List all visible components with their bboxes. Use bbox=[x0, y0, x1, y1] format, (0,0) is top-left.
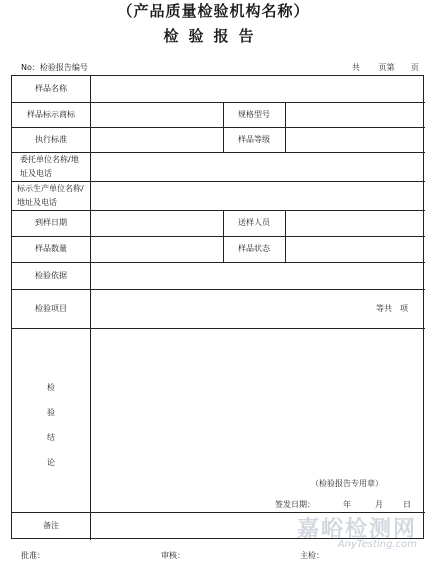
spec-model-label: 规格型号 bbox=[238, 109, 270, 119]
report-form bbox=[11, 75, 424, 539]
standard-label: 执行标准 bbox=[35, 134, 67, 144]
col-divider bbox=[285, 210, 286, 236]
sample-name-label: 样品名称 bbox=[35, 84, 67, 93]
conclusion-char: 结 bbox=[47, 433, 55, 442]
basis-label: 检验依据 bbox=[35, 270, 67, 280]
day-label: 日 bbox=[403, 500, 411, 509]
conclusion-char: 论 bbox=[47, 458, 55, 467]
sample-status-label: 样品状态 bbox=[238, 244, 270, 253]
inspector-label: 主检： bbox=[300, 551, 324, 560]
month-label: 月 bbox=[375, 500, 383, 509]
conclusion-char: 验 bbox=[47, 408, 55, 417]
approve-label: 批准： bbox=[21, 551, 45, 560]
watermark-en: AnyTesting.com bbox=[337, 539, 417, 550]
col-divider bbox=[90, 76, 91, 540]
remarks-label: 备注 bbox=[43, 520, 59, 530]
col-divider bbox=[285, 127, 286, 152]
org-title: （产品质量检验机构名称） bbox=[117, 2, 310, 20]
sample-qty-label: 样品数量 bbox=[35, 244, 67, 253]
total-label: 共 bbox=[351, 63, 360, 72]
row-divider bbox=[12, 328, 425, 329]
page-label: 页第 bbox=[378, 63, 395, 72]
year-label: 年 bbox=[343, 500, 351, 509]
items-count: 等共 项 bbox=[376, 303, 408, 313]
conclusion-label bbox=[41, 382, 61, 482]
page-end-label: 页 bbox=[411, 63, 419, 72]
items-label: 检验项目 bbox=[35, 303, 67, 313]
seal-label: （检验报告专用章） bbox=[311, 479, 383, 488]
report-number-label: No：检验报告编号 bbox=[21, 63, 88, 72]
col-divider bbox=[285, 236, 286, 262]
issue-date-label: 签发日期： bbox=[275, 500, 315, 509]
sample-grade-label: 样品等级 bbox=[238, 134, 270, 144]
arrival-date-label: 到样日期 bbox=[35, 218, 67, 227]
watermark-cn: 嘉峪检测网 bbox=[296, 517, 417, 542]
watermark bbox=[297, 512, 417, 550]
col-divider bbox=[285, 102, 286, 127]
conclusion-char: 检 bbox=[47, 383, 55, 392]
trademark-label: 样品标示商标 bbox=[27, 109, 75, 119]
report-title: 检验报告 bbox=[163, 27, 264, 45]
client-label: 委托单位名称/地址及电话 bbox=[20, 154, 79, 178]
review-label: 审核： bbox=[161, 551, 185, 560]
sender-label: 送样人员 bbox=[238, 218, 270, 227]
page-count bbox=[348, 62, 419, 73]
manufacturer-label: 标示生产单位名称/地址及电话 bbox=[17, 183, 84, 207]
